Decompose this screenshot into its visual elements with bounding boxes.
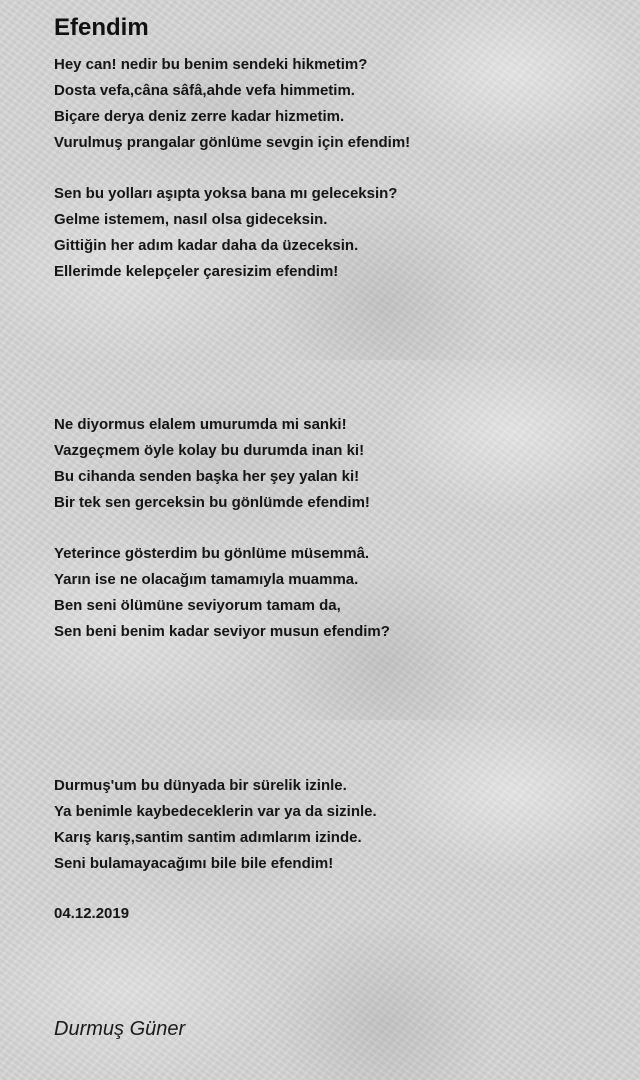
- poem-line: Seni bulamayacağımı bile bile efendim!: [54, 855, 334, 872]
- poem-line: Dosta vefa,câna sâfâ,ahde vefa himmetim.: [54, 82, 355, 99]
- stanza-3: [54, 412, 370, 516]
- poem-line: Sen bu yolları aşıpta yoksa bana mı geleceksin?: [54, 185, 398, 202]
- poem-panel-1: [0, 0, 640, 360]
- poem-line: Ne diyormus elalem umurumda mi sanki!: [54, 416, 347, 433]
- poem-line: Ben seni ölümüne seviyorum tamam da,: [54, 597, 341, 614]
- poem-line: Durmuş'um bu dünyada bir sürelik izinle.: [54, 777, 347, 794]
- poem-line: Vazgeçmem öyle kolay bu durumda inan ki!: [54, 442, 365, 459]
- poem-line: Gelme istemem, nasıl olsa gideceksin.: [54, 211, 328, 228]
- stanza-2: [54, 181, 397, 285]
- poem-line: Bir tek sen gerceksin bu gönlümde efendim!: [54, 494, 370, 511]
- poem-line: Ya benimle kaybedeceklerin var ya da sizinle.: [54, 803, 377, 820]
- poem-line: Yarın ise ne olacağım tamamıyla muamma.: [54, 571, 359, 588]
- poem-panel-3: [0, 720, 640, 1080]
- poem-line: Hey can! nedir bu benim sendeki hikmetim?: [54, 56, 368, 73]
- poem-line: Karış karış,santim santim adımlarım izinde.: [54, 829, 362, 846]
- poem-line: Biçare derya deniz zerre kadar hizmetim.: [54, 108, 345, 125]
- poem-title: Efendim: [54, 14, 149, 41]
- poem-line: Vurulmuş prangalar gönlüme sevgin için efendim!: [54, 134, 411, 151]
- stanza-4: [54, 541, 390, 645]
- poem-line: Bu cihanda senden başka her şey yalan ki!: [54, 468, 360, 485]
- poem-line: Gittiğin her adım kadar daha da üzeceksin.: [54, 237, 359, 254]
- poem-line: Yeterince gösterdim bu gönlüme müsemmâ.: [54, 545, 370, 562]
- stanza-1: [54, 52, 410, 156]
- stanza-5: [54, 773, 377, 877]
- poem-line: Ellerimde kelepçeler çaresizim efendim!: [54, 263, 339, 280]
- poem-line: Sen beni benim kadar seviyor musun efendim?: [54, 623, 390, 640]
- poem-author: Durmuş Güner: [54, 1018, 186, 1040]
- poem-date: 04.12.2019: [54, 905, 130, 922]
- poem-panel-2: [0, 360, 640, 720]
